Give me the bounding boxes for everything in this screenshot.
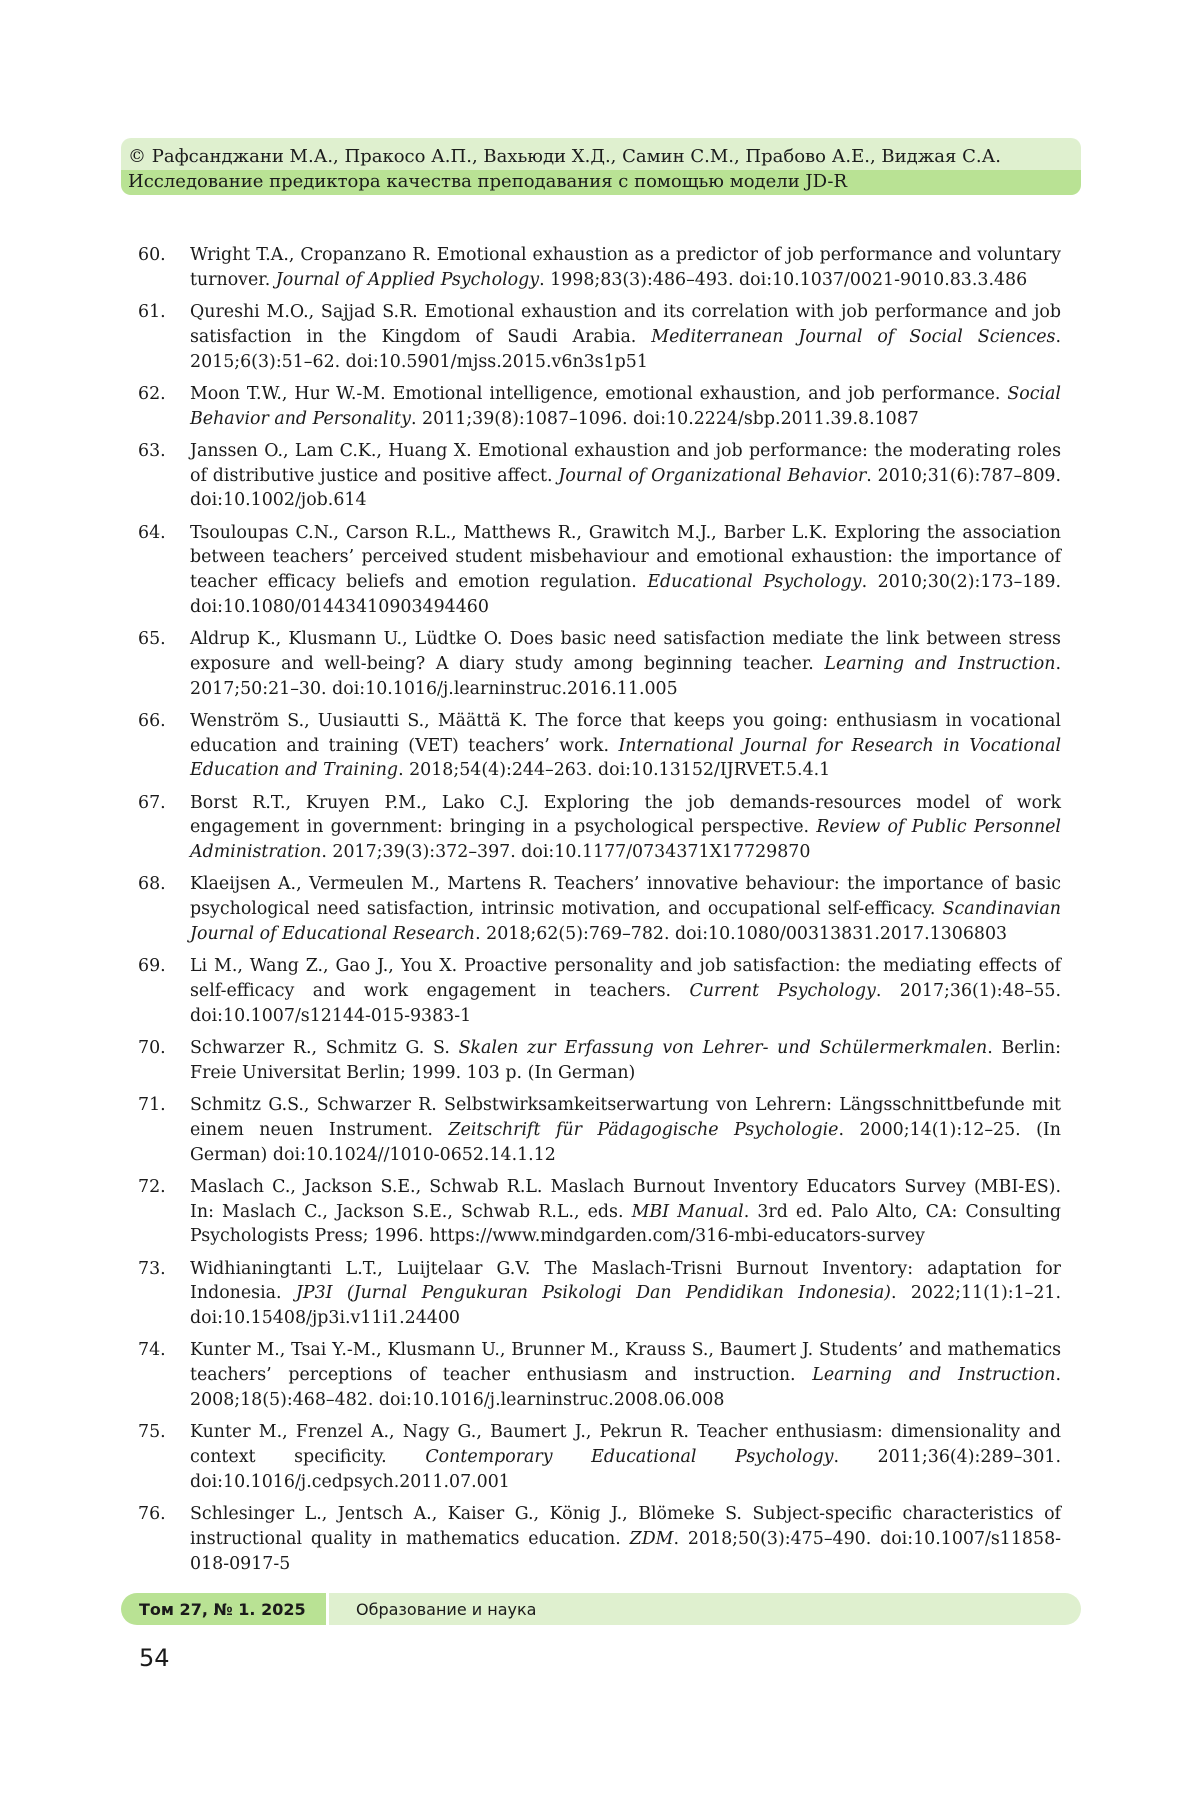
reference-text: [190, 1502, 1061, 1576]
reference-details: . 2011;36(4):289–301. doi:10.1016/j.cedpsych.2011.07.001: [190, 1446, 1062, 1492]
reference-source: Journal of Organizational Behavior: [558, 465, 867, 486]
reference-number: 64.: [138, 522, 166, 543]
reference-item: [138, 872, 1061, 946]
reference-text: [190, 954, 1061, 1028]
reference-text: [190, 709, 1061, 783]
footer-journal-name: Образование и наука: [329, 1593, 1081, 1625]
reference-authors-title: Moon T.W., Hur W.-M. Emotional intelligence, emotional exhaustion, and job performance.: [190, 383, 1008, 404]
reference-text: [190, 439, 1061, 513]
reference-source: Skalen zur Erfassung von Lehrer- und Schülermerkmalen: [458, 1038, 988, 1059]
reference-text: [190, 521, 1061, 620]
reference-authors-title: Maslach C., Jackson S.E., Schwab R.L. Maslach Burnout Inventory Educators Survey (MBI-ES). In: Maslach C., Jackson S.E., Schwab R.L., eds.: [190, 1176, 1061, 1222]
reference-number: 61.: [138, 301, 166, 322]
page-number: 54: [139, 1644, 170, 1672]
reference-details: . 2018;54(4):244–263. doi:10.13152/IJRVET.5.4.1: [398, 760, 831, 781]
reference-details: . 2022;11(1):1–21. doi:10.15408/jp3i.v11i1.24400: [190, 1283, 1062, 1329]
reference-details: . 2010;30(2):173–189. doi:10.1080/01443410903494460: [190, 572, 1062, 617]
reference-source: Current Psychology: [689, 981, 876, 1002]
reference-number: 75.: [138, 1422, 166, 1443]
reference-item: [138, 791, 1061, 865]
reference-source: Review of Public Personnel Administration: [190, 817, 1061, 863]
reference-details: . 1998;83(3):486–493. doi:10.1037/0021-9010.83.3.486: [539, 269, 1028, 290]
reference-number: 71.: [138, 1095, 166, 1115]
header-authors: © Рафсанджани М.А., Пракосо А.П., Вахьюди Х.Д., Самин С.М., Прабово А.Е., Виджая С.А.: [121, 138, 1081, 170]
reference-source: Scandinavian Journal of Educational Research: [190, 899, 1061, 945]
reference-item: [138, 382, 1061, 432]
reference-item: [138, 627, 1061, 701]
reference-text: [190, 1338, 1061, 1412]
reference-authors-title: Schmitz G.S., Schwarzer R. Selbstwirksamkeitserwartung von Lehrern: Längsschnittbefunde mit einem neuen Instrument.: [190, 1095, 1061, 1140]
reference-item: [138, 1502, 1061, 1576]
reference-authors-title: Li M., Wang Z., Gao J., You X. Proactive personality and job satisfaction: the mediating effects of self-efficacy and work engagement in teachers.: [190, 956, 1061, 1002]
reference-number: 66.: [138, 710, 166, 731]
reference-item: [138, 954, 1061, 1028]
reference-item: [138, 1338, 1061, 1412]
reference-source: Journal of Applied Psychology: [275, 269, 540, 290]
reference-authors-title: Klaeijsen A., Vermeulen M., Martens R. Teachers’ innovative behaviour: the importance of basic psychological need satisfaction, intrinsic motivation, and occupational self-efficacy.: [190, 874, 1061, 920]
reference-authors-title: Janssen O., Lam C.K., Huang X. Emotional exhaustion and job performance: the moderating roles of distributive justice and positive affect.: [190, 440, 1061, 486]
footer-bar: [121, 1593, 1081, 1625]
reference-list: [138, 243, 1061, 1584]
reference-source: Educational Psychology: [647, 572, 862, 593]
reference-details: . 3rd ed. Palo Alto, CA: Consulting Psychologists Press; 1996. https://www.mindgarden.com/316-mbi-educators-survey: [190, 1201, 1062, 1247]
reference-item: [138, 709, 1061, 783]
reference-details: . 2008;18(5):468–482. doi:10.1016/j.learninstruc.2008.06.008: [190, 1365, 1061, 1410]
reference-source: Zeitschrift für Pädagogische Psychologie: [448, 1119, 839, 1140]
reference-item: [138, 1036, 1061, 1086]
reference-item: [138, 521, 1061, 620]
reference-number: 67.: [138, 792, 166, 813]
reference-text: [190, 1257, 1061, 1331]
reference-source: ZDM: [629, 1528, 674, 1549]
reference-number: 73.: [138, 1258, 166, 1279]
reference-item: [138, 439, 1061, 513]
reference-source: Learning and Instruction: [824, 653, 1056, 674]
reference-details: . 2010;31(6):787–809. doi:10.1002/job.614: [190, 465, 1062, 511]
reference-source: International Journal for Research in Vocational Education and Training: [190, 735, 1062, 781]
reference-authors-title: Aldrup K., Klusmann U., Lüdtke O. Does basic need satisfaction mediate the link between stress exposure and well-being? A diary study among beginning teacher.: [190, 629, 1061, 674]
reference-text: [190, 627, 1061, 701]
reference-details: . 2017;39(3):372–397. doi:10.1177/0734371X17729870: [321, 842, 811, 863]
reference-number: 60.: [138, 245, 166, 265]
reference-details: . Berlin: Freie Universitat Berlin; 1999. 103 p. (In German): [190, 1038, 1062, 1083]
reference-text: [190, 1093, 1061, 1167]
reference-authors-title: Schwarzer R., Schmitz G. S.: [190, 1038, 459, 1059]
reference-source: Learning and Instruction: [812, 1365, 1056, 1386]
reference-details: . 2018;62(5):769–782. doi:10.1080/00313831.2017.1306803: [475, 924, 1008, 945]
reference-number: 69.: [138, 956, 166, 977]
reference-item: [138, 1093, 1061, 1167]
reference-authors-title: Wright T.A., Cropanzano R. Emotional exhaustion as a predictor of job performance and voluntary turnover.: [190, 245, 1061, 290]
reference-source: JP3I (Jurnal Pengukuran Psikologi Dan Pendidikan Indonesia): [295, 1283, 891, 1304]
reference-number: 70.: [138, 1038, 166, 1059]
reference-text: [190, 243, 1061, 293]
reference-details: . 2000;14(1):12–25. (In German) doi:10.1024//1010-0652.14.1.12: [190, 1119, 1061, 1165]
reference-authors-title: Schlesinger L., Jentsch A., Kaiser G., König J., Blömeke S. Subject-specific characteristics of instructional quality in mathematics education.: [190, 1503, 1061, 1549]
reference-text: [190, 872, 1061, 946]
reference-source: Contemporary Educational Psychology: [425, 1446, 834, 1467]
reference-number: 68.: [138, 874, 166, 895]
reference-text: [190, 382, 1061, 432]
reference-number: 65.: [138, 629, 166, 650]
reference-text: [190, 791, 1061, 865]
reference-source: MBI Manual: [631, 1201, 744, 1222]
reference-source: Social Behavior and Personality: [190, 383, 1061, 429]
footer-volume: Том 27, № 1. 2025: [121, 1593, 326, 1625]
reference-number: 63.: [138, 440, 166, 461]
reference-authors-title: Kunter M., Frenzel A., Nagy G., Baumert J., Pekrun R. Teacher enthusiasm: dimensionality and context specificity.: [190, 1422, 1061, 1467]
reference-details: . 2011;39(8):1087–1096. doi:10.2224/sbp.2011.39.8.1087: [411, 408, 919, 429]
reference-authors-title: Qureshi M.O., Sajjad S.R. Emotional exhaustion and its correlation with job performance and job satisfaction in the Kingdom of Saudi Arabia.: [190, 301, 1061, 347]
reference-text: [190, 1175, 1061, 1249]
reference-authors-title: Borst R.T., Kruyen P.M., Lako C.J. Exploring the job demands-resources model of work engagement in government: bringing in a psychological perspective.: [190, 792, 1061, 838]
reference-details: . 2017;36(1):48–55. doi:10.1007/s12144-015-9383-1: [190, 981, 1062, 1026]
reference-source: Mediterranean Journal of Social Sciences: [651, 326, 1056, 347]
reference-number: 76.: [138, 1503, 166, 1524]
running-header: [121, 138, 1081, 195]
reference-number: 62.: [138, 383, 166, 404]
reference-details: . 2017;50:21–30. doi:10.1016/j.learninstruc.2016.11.005: [190, 653, 1061, 699]
reference-authors-title: Widhianingtanti L.T., Luijtelaar G.V. The Maslach-Trisni Burnout Inventory: adaptation for Indonesia.: [190, 1258, 1061, 1304]
reference-authors-title: Wenström S., Uusiautti S., Määttä K. The force that keeps you going: enthusiasm in vocational education and training (VET) teachers’ work.: [190, 710, 1061, 756]
reference-number: 74.: [138, 1340, 166, 1361]
reference-item: [138, 1175, 1061, 1249]
reference-item: [138, 300, 1061, 374]
reference-authors-title: Tsouloupas C.N., Carson R.L., Matthews R., Grawitch M.J., Barber L.K. Exploring the association between teachers’ perceived student misbehaviour and emotional exhaustion: the importance of teacher efficacy beliefs and emotion regulation.: [190, 522, 1061, 593]
reference-number: 72.: [138, 1176, 166, 1197]
reference-authors-title: Kunter M., Tsai Y.-M., Klusmann U., Brunner M., Krauss S., Baumert J. Students’ and mathematics teachers’ perceptions of teacher enthusiasm and instruction.: [190, 1340, 1061, 1386]
reference-item: [138, 243, 1061, 293]
reference-text: [190, 1420, 1061, 1494]
header-article-title: Исследование предиктора качества преподавания с помощью модели JD-R: [121, 170, 1081, 195]
reference-details: . 2018;50(3):475–490. doi:10.1007/s11858-018-0917-5: [190, 1528, 1062, 1574]
reference-text: [190, 1036, 1061, 1086]
reference-text: [190, 300, 1061, 374]
reference-item: [138, 1420, 1061, 1494]
reference-item: [138, 1257, 1061, 1331]
reference-details: . 2015;6(3):51–62. doi:10.5901/mjss.2015.v6n3s1p51: [190, 326, 1061, 372]
